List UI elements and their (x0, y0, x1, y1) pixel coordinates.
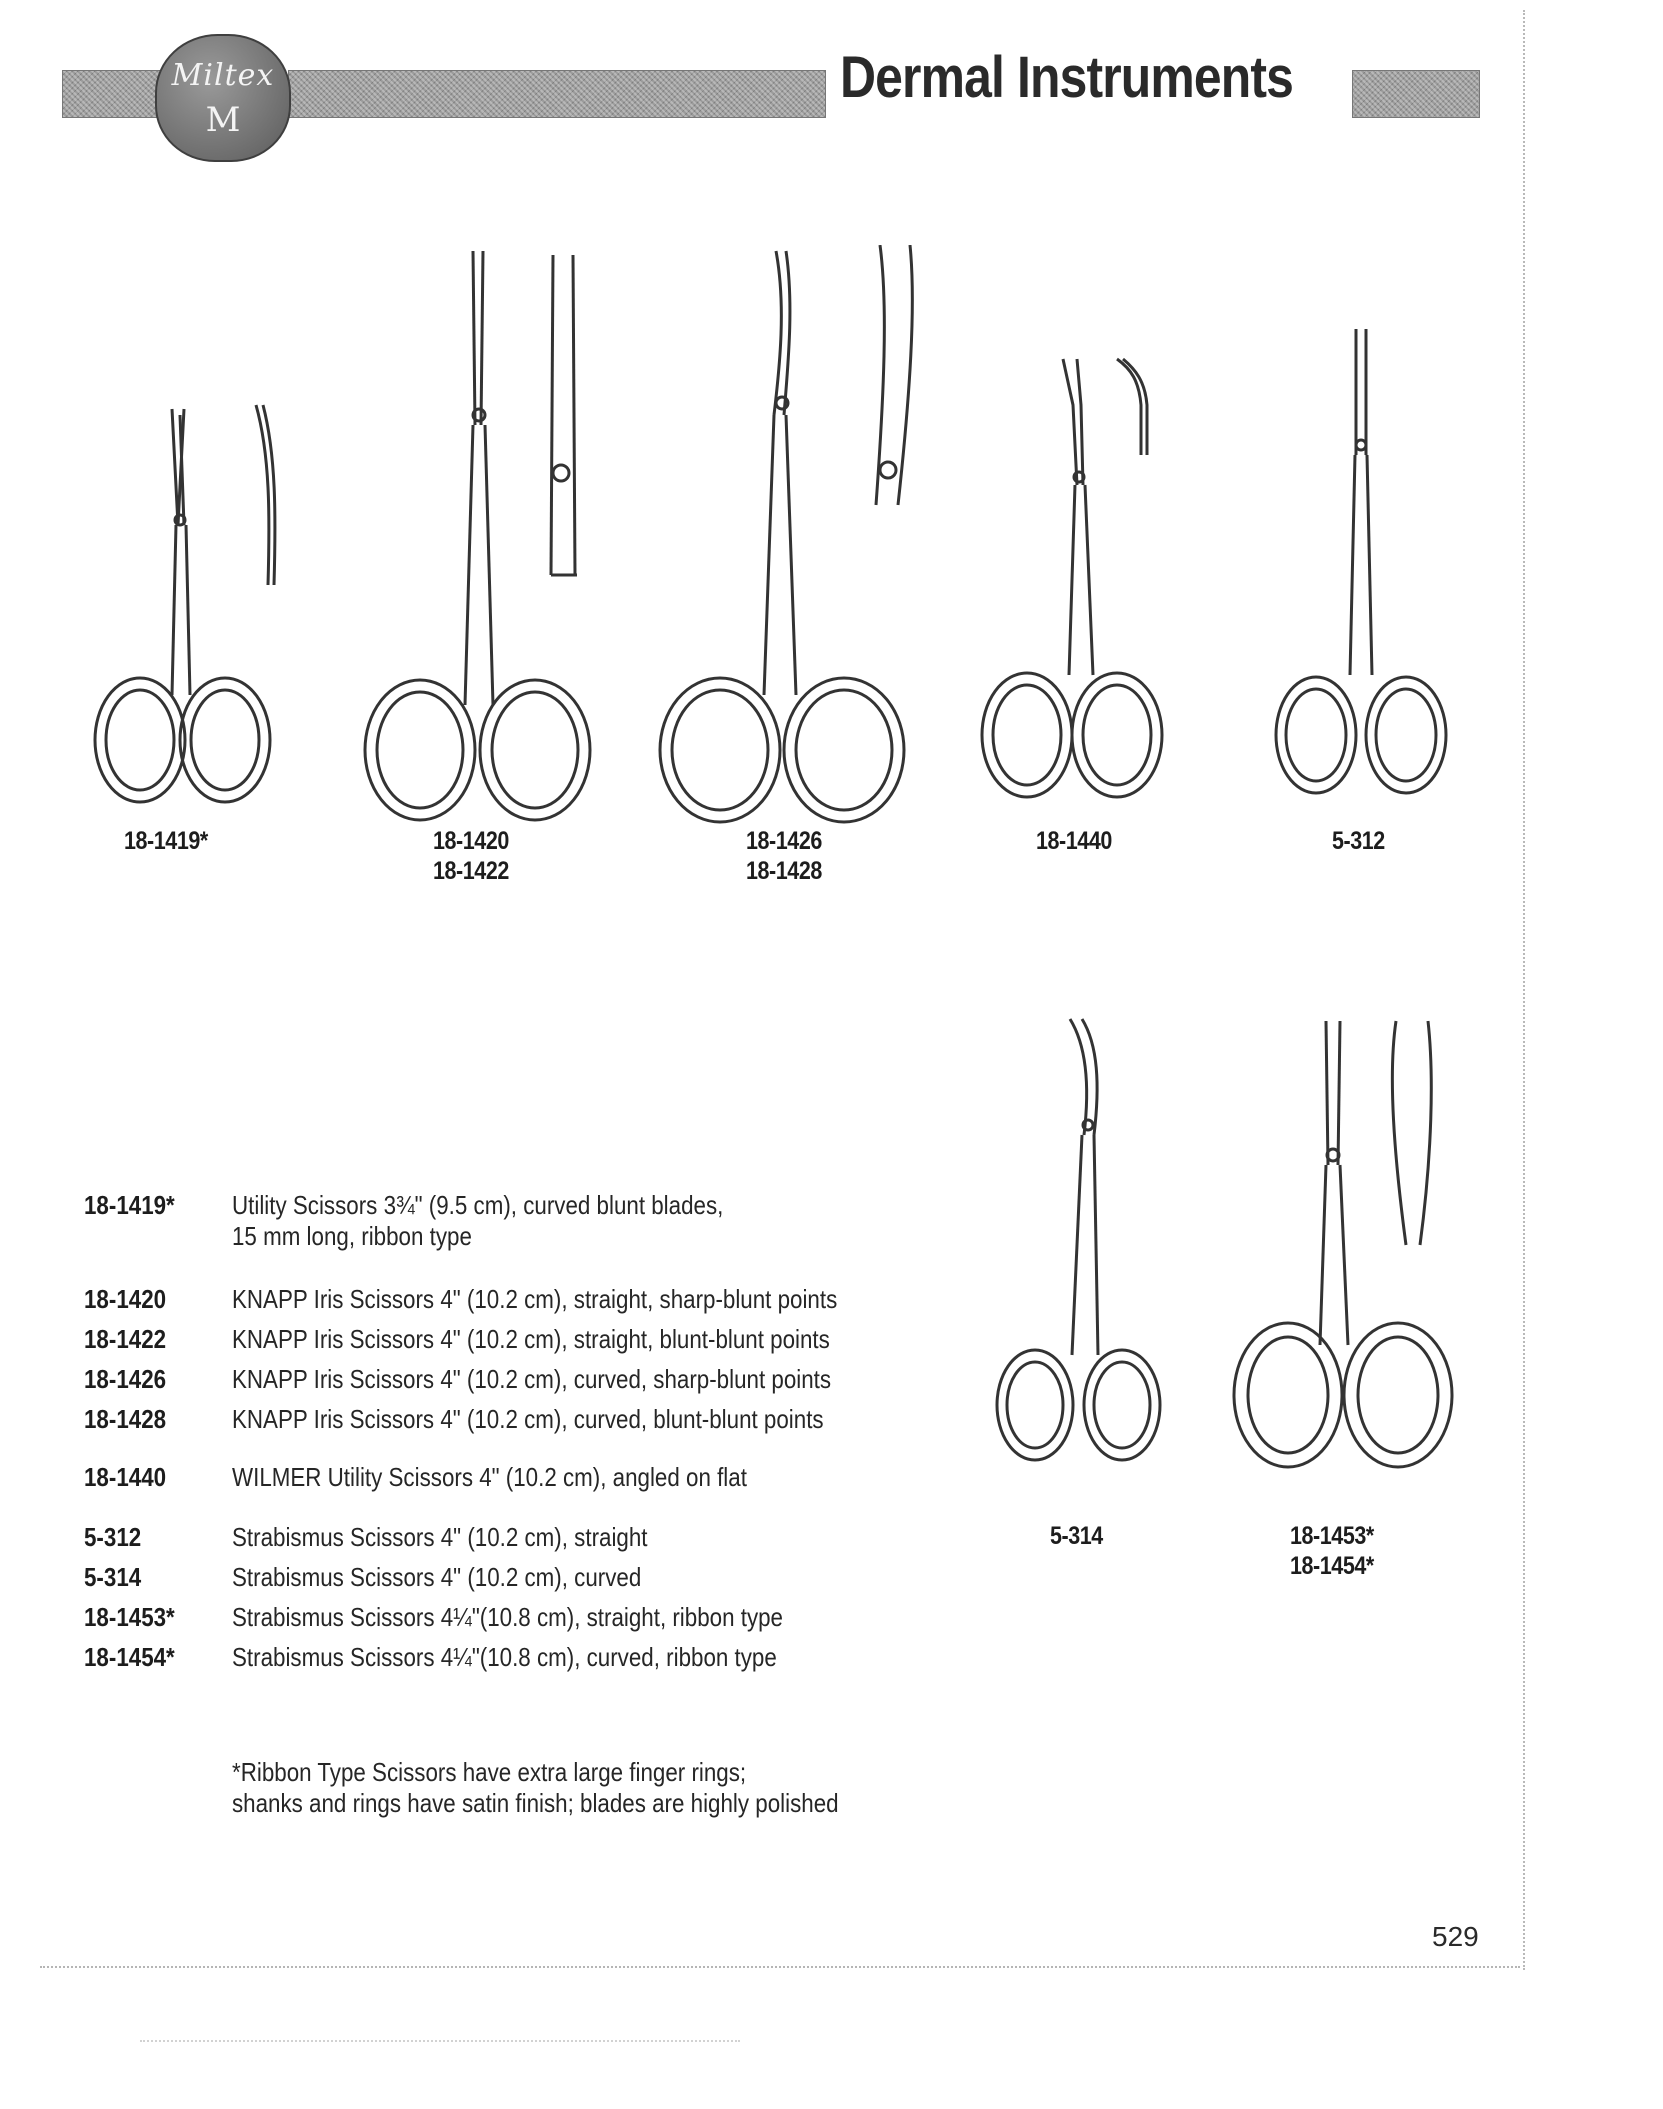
figure-label (1290, 1521, 1374, 1581)
spec-desc: Strabismus Scissors 4" (10.2 cm), curved (232, 1562, 642, 1592)
spec-code: 5-314 (84, 1562, 142, 1592)
bottom-edge-rule (40, 1966, 1520, 1968)
spec-code: 18-1420 (84, 1284, 167, 1314)
spec-desc (232, 1190, 903, 1252)
spec-desc: KNAPP Iris Scissors 4" (10.2 cm), straight, blunt-blunt points (232, 1324, 830, 1354)
figure-label-line: 18-1428 (746, 857, 822, 885)
header-bar-right (1352, 70, 1480, 118)
page-number: 529 (1432, 1921, 1479, 1952)
figure-label-line: 18-1422 (433, 857, 509, 885)
figure-label (433, 826, 509, 886)
footnote-line: *Ribbon Type Scissors have extra large finger rings; (232, 1757, 747, 1787)
figure-label-line: 5-314 (1050, 1522, 1103, 1550)
spec-code: 18-1419* (84, 1190, 175, 1220)
spec-desc: Strabismus Scissors 4¼"(10.8 cm), straight, ribbon type (232, 1602, 784, 1632)
spec-code: 18-1454* (84, 1642, 175, 1672)
spec-desc: Strabismus Scissors 4" (10.2 cm), straight (232, 1522, 648, 1552)
spec-code: 5-312 (84, 1522, 142, 1552)
spec-desc: KNAPP Iris Scissors 4" (10.2 cm), curved, blunt-blunt points (232, 1404, 824, 1434)
page-title: Dermal Instruments (840, 45, 1293, 110)
figure-label (1332, 826, 1385, 856)
strabismus-straight-scissors-icon (1260, 325, 1460, 825)
wilmer-angled-scissors-icon (965, 355, 1190, 825)
knapp-curved-scissors-icon (648, 245, 928, 825)
header-bar-left (62, 70, 164, 118)
spec-code: 18-1426 (84, 1364, 167, 1394)
header-bar-middle (288, 70, 826, 118)
figure-label (1036, 826, 1112, 856)
figure-label-line: 5-312 (1332, 827, 1385, 855)
spec-desc: Strabismus Scissors 4¼"(10.8 cm), curved, ribbon type (232, 1642, 777, 1672)
figure-label-line: 18-1454* (1290, 1552, 1374, 1580)
spec-desc: KNAPP Iris Scissors 4" (10.2 cm), straight, sharp-blunt points (232, 1284, 838, 1314)
spec-desc-line: Utility Scissors 3¾" (9.5 cm), curved blunt blades, (232, 1190, 724, 1220)
footnote-line: shanks and rings have satin finish; blades are highly polished (232, 1788, 839, 1818)
figure-label (124, 826, 208, 856)
figure-label-line: 18-1426 (746, 827, 822, 855)
figure-label-line: 18-1453* (1290, 1522, 1374, 1550)
miltex-logo (155, 34, 291, 162)
spec-desc: KNAPP Iris Scissors 4" (10.2 cm), curved, sharp-blunt points (232, 1364, 832, 1394)
spec-code: 18-1440 (84, 1462, 167, 1492)
spec-code: 18-1428 (84, 1404, 167, 1434)
strabismus-curved-scissors-icon (990, 1015, 1170, 1495)
spec-code: 18-1453* (84, 1602, 175, 1632)
figure-label (1050, 1521, 1103, 1551)
logo-mark: M (205, 100, 241, 140)
knapp-straight-scissors-icon (355, 245, 605, 825)
page-edge-rule (1523, 10, 1525, 1970)
bottom-edge-rule (140, 2040, 740, 2042)
figure-label-line: 18-1420 (433, 827, 509, 855)
figure-label-line: 18-1440 (1036, 827, 1112, 855)
logo-script: Miltex (171, 58, 275, 93)
figure-label (746, 826, 822, 886)
utility-scissors-icon (80, 395, 310, 825)
footnote (232, 1757, 886, 1819)
spec-code: 18-1422 (84, 1324, 167, 1354)
strabismus-ribbon-scissors-icon (1228, 1015, 1468, 1495)
figure-label-line: 18-1419* (124, 827, 208, 855)
spec-desc-line: 15 mm long, ribbon type (232, 1221, 472, 1251)
spec-desc: WILMER Utility Scissors 4" (10.2 cm), angled on flat (232, 1462, 747, 1492)
